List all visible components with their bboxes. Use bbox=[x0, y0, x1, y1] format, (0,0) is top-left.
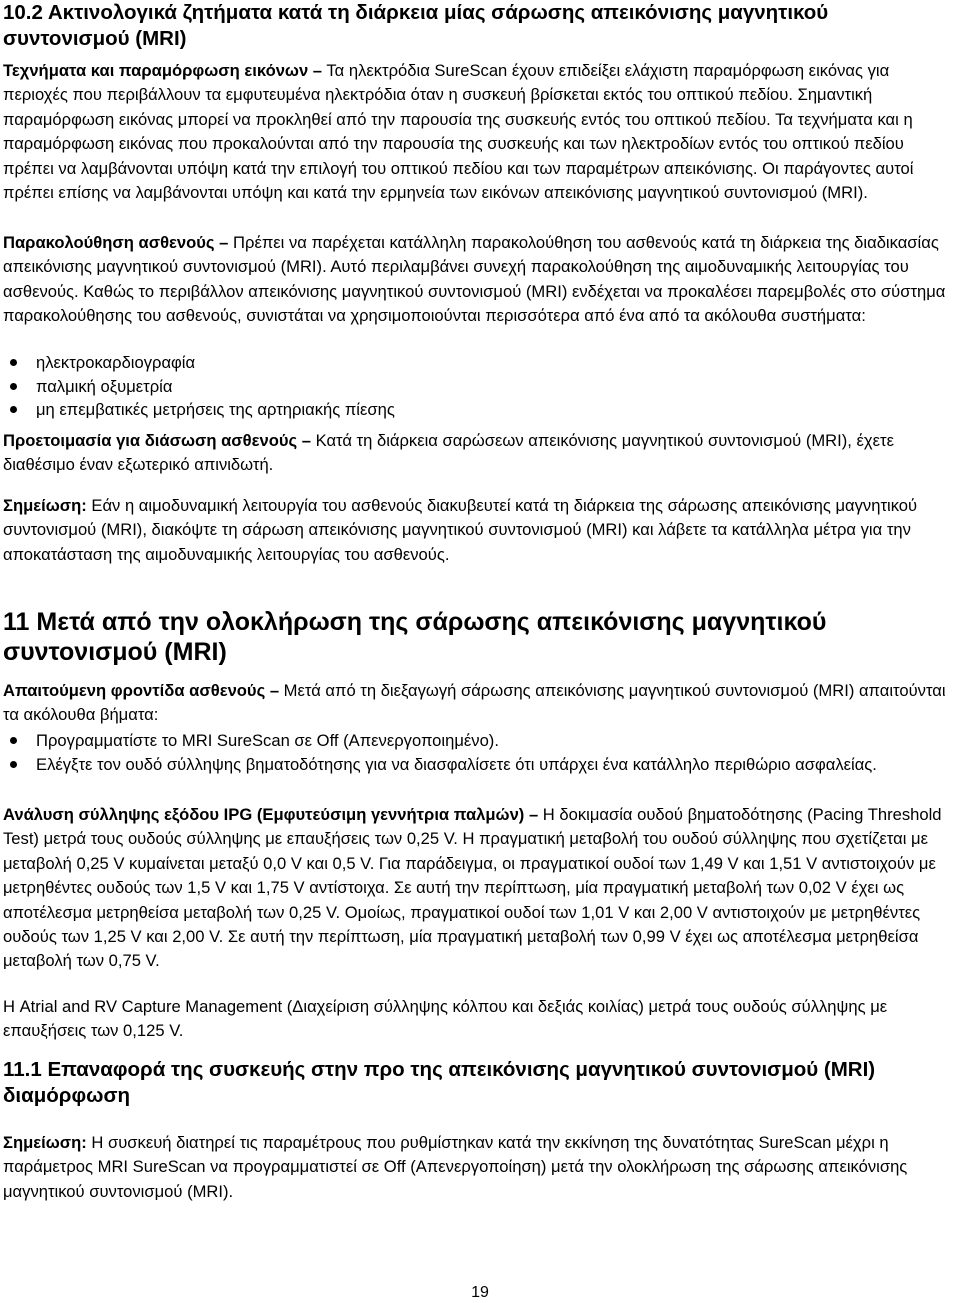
list-item bbox=[3, 753, 949, 777]
paragraph-label: Σημείωση: bbox=[3, 1133, 87, 1152]
list-item bbox=[3, 351, 949, 375]
bullet-icon bbox=[10, 737, 17, 744]
monitoring-systems-list bbox=[3, 351, 949, 422]
list-item-text: Ελέγξτε τον ουδό σύλληψης βηματοδότησης για να διασφαλίσετε ότι υπάρχει ένα κατάλληλο περιθώριο ασφαλείας. bbox=[36, 754, 877, 774]
paragraph-note-restore bbox=[3, 1131, 949, 1204]
list-item bbox=[3, 398, 949, 422]
page-number: 19 bbox=[471, 1284, 489, 1301]
section-11-1-heading: 11.1 Επαναφορά της συσκευής στην προ της απεικόνισης μαγνητικού συντονισμού (MRI) διαμόρφωση bbox=[3, 1058, 876, 1107]
paragraph-text: Η Atrial and RV Capture Management (Διαχείριση σύλληψης κόλπου και δεξιάς κοιλίας) μετρά τους ουδούς σύλληψης με επαυξήσεις των 0,125 V. bbox=[3, 997, 888, 1041]
paragraph-text: Πρέπει να παρέχεται κατάλληλη παρακολούθηση του ασθενούς κατά τη διάρκεια της διαδικασίας απεικόνισης μαγνητικού συντονισμού (MRI). Αυτό περιλαμβάνει συνεχή παρακολούθηση της αιμοδυναμικής λειτουργίας του ασθενούς. Καθώς το περιβάλλον απεικόνισης μαγνητικού συντονισμού (MRI) ενδέχεται να προκαλέσει παρεμβολές στο σύστημα παρακολούθησης του ασθενούς, συνιστάται να χρησιμοποιούνται περισσότερα από ένα από τα ακόλουθα συστήματα: bbox=[3, 233, 946, 326]
paragraph-patient-monitoring bbox=[3, 231, 949, 329]
list-item bbox=[3, 729, 949, 753]
paragraph-label: Τεχνήματα και παραμόρφωση εικόνων – bbox=[3, 61, 323, 80]
paragraph-text: Η δοκιμασία ουδού βηματοδότησης (Pacing Threshold Test) μετρά τους ουδούς σύλληψης με επαυξήσεις των 0,25 V. Η πραγματική μεταβολή του ουδού σύλληψης που σχετίζεται με μεταβολή 0,25 V κυμαίνεται μεταξύ 0,0 V και 0,5 V. Για παράδειγμα, οι πραγματικοί ουδοί των 1,49 V και 1,51 V αντιστοιχούν με μετρηθέντες ουδούς των 1,5 V και 1,75 V αντίστοιχα. Σε αυτή την περίπτωση, μία πραγματική μεταβολή των 0,02 V έχει ως αποτέλεσμα μετρηθείσα μεταβολή των 0,25 V. Ομοίως, πραγματικοί ουδοί των 1,01 V και 2,00 V αντιστοιχούν με μετρηθέντες ουδούς των 1,25 V και 2,00 V. Σε αυτή την περίπτωση, μία πραγματική μεταβολή των 0,99 V έχει ως αποτέλεσμα μετρηθείσα μεταβολή των 0,75 V. bbox=[3, 805, 942, 971]
section-11-heading: 11 Μετά από την ολοκλήρωση της σάρωσης απεικόνισης μαγνητικού συντονισμού (MRI) bbox=[3, 608, 827, 666]
paragraph-capture-analysis bbox=[3, 803, 949, 974]
paragraph-image-artifacts bbox=[3, 59, 949, 205]
list-item-text: παλμική οξυμετρία bbox=[36, 376, 173, 396]
paragraph-label: Απαιτούμενη φροντίδα ασθενούς – bbox=[3, 681, 280, 700]
paragraph-required-care bbox=[3, 679, 949, 728]
post-scan-steps-list bbox=[3, 729, 949, 776]
bullet-icon bbox=[10, 761, 17, 768]
paragraph-label: Προετοιμασία για διάσωση ασθενούς – bbox=[3, 431, 311, 450]
paragraph-label: Σημείωση: bbox=[3, 496, 87, 515]
list-item-text: Προγραμματίστε το MRI SureScan σε Off (Απενεργοποιημένο). bbox=[36, 731, 499, 750]
paragraph-capture-management bbox=[3, 995, 949, 1044]
paragraph-label: Ανάλυση σύλληψης εξόδου IPG (Εμφυτεύσιμη γεννήτρια παλμών) – bbox=[3, 805, 539, 824]
paragraph-label: Παρακολούθηση ασθενούς – bbox=[3, 233, 229, 252]
paragraph-text: Η συσκευή διατηρεί τις παραμέτρους που ρυθμίστηκαν κατά την εκκίνηση της δυνατότητας SureScan μέχρι η παράμετρος MRI SureScan να προγραμματιστεί σε Off (Απενεργοποίηση) μετά την ολοκλήρωση της σάρωσης απεικόνισης μαγνητικού συντονισμού (MRI). bbox=[3, 1133, 908, 1201]
list-item bbox=[3, 375, 949, 399]
paragraph-rescue-preparation bbox=[3, 429, 949, 478]
paragraph-text: Τα ηλεκτρόδια SureScan έχουν επιδείξει ελάχιστη παραμόρφωση εικόνας για περιοχές που περιβάλλουν τα εμφυτευμένα ηλεκτρόδια όταν η συσκευή βρίσκεται εκτός του οπτικού πεδίου. Σημαντική παραμόρφωση εικόνας μπορεί να προκληθεί από την παρουσία της συσκευής εντός του οπτικού πεδίου. Τα τεχνήματα και η παραμόρφωση εικόνας που προκαλούνται από την παρουσία της συσκευής και των ηλεκτροδίων εντός του οπτικού πεδίου πρέπει να λαμβάνονται υπόψη κατά την επιλογή του οπτικού πεδίου και των παραμέτρων απεικόνισης. Οι παράγοντες αυτοί πρέπει επίσης να λαμβάνονται υπόψη και κατά την ερμηνεία των εικόνων απεικόνισης μαγνητικού συντονισμού (MRI). bbox=[3, 61, 914, 203]
paragraph-text: Εάν η αιμοδυναμική λειτουργία του ασθενούς διακυβευτεί κατά τη διάρκεια της σάρωσης απεικόνισης μαγνητικού συντονισμού (MRI), διακόψτε τη σάρωση απεικόνισης μαγνητικού συντονισμού (MRI) και λάβετε τα κατάλληλα μέτρα για την αποκατάσταση της αιμοδυναμικής λειτουργίας του ασθενούς. bbox=[3, 496, 918, 564]
bullet-icon bbox=[10, 359, 17, 366]
bullet-icon bbox=[10, 383, 17, 390]
paragraph-text: Κατά τη διάρκεια σαρώσεων απεικόνισης μαγνητικού συντονισμού (MRI), έχετε διαθέσιμο έναν εξωτερικό απινιδωτή. bbox=[3, 431, 894, 475]
paragraph-text: Μετά από τη διεξαγωγή σάρωσης απεικόνισης μαγνητικού συντονισμού (MRI) απαιτούνται τα ακόλουθα βήματα: bbox=[3, 681, 946, 725]
bullet-icon bbox=[10, 406, 17, 413]
section-10-2-heading: 10.2 Ακτινολογικά ζητήματα κατά τη διάρκεια μίας σάρωσης απεικόνισης μαγνητικού συντονισμού (MRI) bbox=[3, 1, 829, 50]
paragraph-note-hemodynamic bbox=[3, 494, 949, 567]
list-item-text: μη επεμβατικές μετρήσεις της αρτηριακής πίεσης bbox=[36, 400, 395, 420]
list-item-text: ηλεκτροκαρδιογραφία bbox=[36, 353, 196, 372]
